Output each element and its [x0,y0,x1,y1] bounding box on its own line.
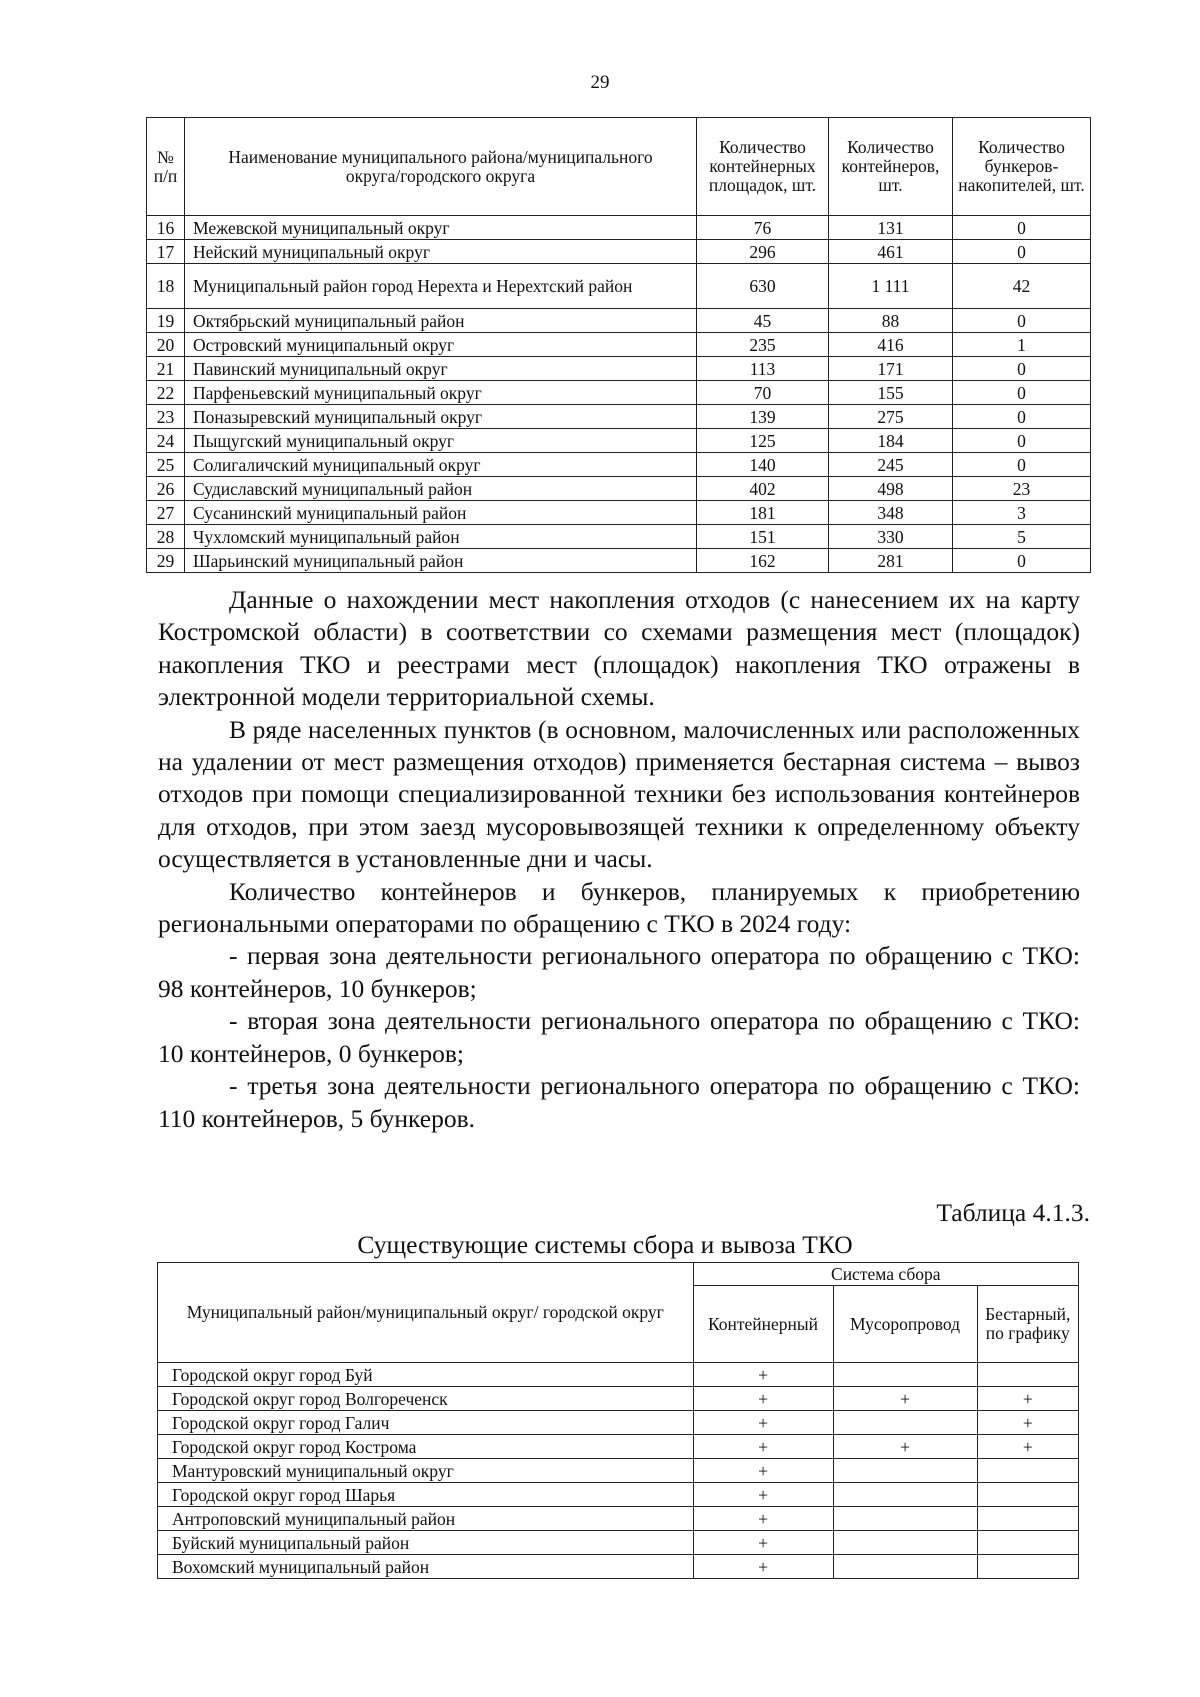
row-chute [833,1555,977,1579]
row-name: Шарьинский муниципальный район [185,549,697,573]
row-chute [833,1531,977,1555]
row-bunkers: 0 [953,453,1091,477]
row-name: Сусанинский муниципальный район [185,501,697,525]
table-row [147,549,1091,573]
row-containers: 184 [829,429,953,453]
row-municipality: Мантуровский муниципальный округ [158,1459,694,1483]
row-num: 26 [147,477,185,501]
row-name: Муниципальный район город Нерехта и Нерехтский район [185,264,697,309]
row-containers: 131 [829,216,953,240]
row-sites: 140 [697,453,829,477]
row-municipality: Антроповский муниципальный район [158,1507,694,1531]
row-sites: 151 [697,525,829,549]
row-name: Пыщугский муниципальный округ [185,429,697,453]
table-row [147,405,1091,429]
row-num: 21 [147,357,185,381]
header-sites: Количество контейнерных площадок, шт. [697,118,829,216]
row-num: 23 [147,405,185,429]
row-bunkers: 0 [953,357,1091,381]
row-containers: 330 [829,525,953,549]
collection-systems-table [157,1262,1079,1579]
table-row [147,357,1091,381]
table-row [158,1435,1079,1459]
row-bunkers: 0 [953,309,1091,333]
row-bagless: + [977,1435,1078,1459]
row-container: + [693,1411,833,1435]
row-chute [833,1507,977,1531]
table-header-row [147,118,1091,216]
row-chute [833,1483,977,1507]
row-chute: + [833,1435,977,1459]
table-row [158,1411,1079,1435]
table-caption: Таблица 4.1.3. [936,1198,1090,1227]
row-num: 29 [147,549,185,573]
row-containers: 461 [829,240,953,264]
row-name: Поназыревский муниципальный округ [185,405,697,429]
row-bunkers: 0 [953,216,1091,240]
row-num: 22 [147,381,185,405]
row-num: 25 [147,453,185,477]
table-row [147,264,1091,309]
table-row [158,1363,1079,1387]
row-bagless [977,1363,1078,1387]
table-row [158,1531,1079,1555]
table-row [147,309,1091,333]
row-num: 27 [147,501,185,525]
table-row [147,453,1091,477]
row-sites: 113 [697,357,829,381]
row-bunkers: 42 [953,264,1091,309]
row-container: + [693,1435,833,1459]
row-bunkers: 0 [953,405,1091,429]
row-sites: 181 [697,501,829,525]
table-row [147,333,1091,357]
row-num: 16 [147,216,185,240]
table-row [158,1459,1079,1483]
row-num: 20 [147,333,185,357]
row-container: + [693,1555,833,1579]
row-bagless [977,1459,1078,1483]
row-municipality: Городской округ город Галич [158,1411,694,1435]
row-sites: 630 [697,264,829,309]
table-row [147,216,1091,240]
row-containers: 498 [829,477,953,501]
row-bunkers: 23 [953,477,1091,501]
row-containers: 245 [829,453,953,477]
row-num: 19 [147,309,185,333]
row-chute [833,1411,977,1435]
row-container: + [693,1483,833,1507]
row-container: + [693,1459,833,1483]
paragraph-planned-purchase: Количество контейнеров и бункеров, планируемых к приобретению региональными операторами по обращению с ТКО в 2024 году: [158,876,1080,939]
paragraph-waste-sites: Данные о нахождении мест накопления отходов (с нанесением их на карту Костромской области) в соответствии со схемами размещения мест (площадок) накопления ТКО и реестрами мест (площадок) накопления ТКО отражены в электронной модели территориальной схемы. [158,585,1080,712]
header-container: Контейнерный [693,1286,833,1363]
header-bunkers: Количество бункеров-накопителей, шт. [953,118,1091,216]
header-name: Наименование муниципального района/муниципального округа/городского округа [185,118,697,216]
row-sites: 76 [697,216,829,240]
row-container: + [693,1387,833,1411]
table-row [147,477,1091,501]
row-name: Октябрьский муниципальный район [185,309,697,333]
row-name: Чухломский муниципальный район [185,525,697,549]
row-containers: 1 111 [829,264,953,309]
row-name: Островский муниципальный округ [185,333,697,357]
row-sites: 296 [697,240,829,264]
table-row [147,525,1091,549]
row-bagless [977,1507,1078,1531]
row-municipality: Городской округ город Волгореченск [158,1387,694,1411]
list-item-zone-3: - третья зона деятельности регионального оператора по обращению с ТКО: 110 контейнеров, 5 бункеров. [158,1071,1080,1133]
row-containers: 281 [829,549,953,573]
row-sites: 235 [697,333,829,357]
row-sites: 162 [697,549,829,573]
row-containers: 416 [829,333,953,357]
row-containers: 171 [829,357,953,381]
row-sites: 125 [697,429,829,453]
row-containers: 275 [829,405,953,429]
table-row [147,381,1091,405]
row-municipality: Городской округ город Буй [158,1363,694,1387]
row-chute [833,1363,977,1387]
row-bunkers: 3 [953,501,1091,525]
row-bunkers: 0 [953,549,1091,573]
table-row [158,1555,1079,1579]
row-name: Судиславский муниципальный район [185,477,697,501]
row-bagless [977,1483,1078,1507]
row-municipality: Городской округ город Кострома [158,1435,694,1459]
row-name: Парфеньевский муниципальный округ [185,381,697,405]
table-header-row [158,1263,1079,1286]
table-title: Существующие системы сбора и вывоза ТКО [357,1230,853,1259]
header-num: № п/п [147,118,185,216]
header-collection-system: Система сбора [693,1263,1078,1286]
row-name: Нейский муниципальный округ [185,240,697,264]
row-sites: 402 [697,477,829,501]
row-municipality: Вохомский муниципальный район [158,1555,694,1579]
row-bunkers: 0 [953,240,1091,264]
row-bunkers: 5 [953,525,1091,549]
header-bagless: Бестарный, по графику [977,1286,1078,1363]
row-municipality: Городской округ город Шарья [158,1483,694,1507]
row-bunkers: 0 [953,381,1091,405]
containers-table [146,117,1091,573]
row-bagless [977,1531,1078,1555]
row-num: 18 [147,264,185,309]
row-containers: 88 [829,309,953,333]
row-name: Павинский муниципальный округ [185,357,697,381]
body-text [158,584,1080,1135]
paragraph-bagless-system: В ряде населенных пунктов (в основном, малочисленных или расположенных на удалении от мест размещения отходов) применяется бестарная система – вывоз отходов при помощи специализированной техники без использования контейнеров для отходов, при этом заезд мусоровывозящей техники к определенному объекту осуществляется в установленные дни и часы. [158,714,1080,874]
page-number: 29 [590,72,610,93]
row-municipality: Буйский муниципальный район [158,1531,694,1555]
header-chute: Мусоропровод [833,1286,977,1363]
table-row [158,1483,1079,1507]
row-containers: 155 [829,381,953,405]
row-sites: 45 [697,309,829,333]
table-row [147,429,1091,453]
list-item-zone-2: - вторая зона деятельности регионального оператора по обращению с ТКО: 10 контейнеров, 0 бункеров; [158,1006,1080,1068]
list-item-zone-1: - первая зона деятельности регионального оператора по обращению с ТКО: 98 контейнеров, 10 бункеров; [158,941,1080,1003]
row-container: + [693,1507,833,1531]
row-chute [833,1459,977,1483]
row-container: + [693,1363,833,1387]
row-num: 24 [147,429,185,453]
table-row [158,1387,1079,1411]
row-bunkers: 1 [953,333,1091,357]
row-num: 28 [147,525,185,549]
row-name: Межевской муниципальный округ [185,216,697,240]
row-sites: 139 [697,405,829,429]
row-name: Солигаличский муниципальный округ [185,453,697,477]
row-bagless: + [977,1411,1078,1435]
row-containers: 348 [829,501,953,525]
table-row [147,240,1091,264]
header-municipality: Муниципальный район/муниципальный округ/ городской округ [158,1263,694,1363]
header-containers: Количество контейнеров, шт. [829,118,953,216]
row-bagless: + [977,1387,1078,1411]
row-container: + [693,1531,833,1555]
row-bunkers: 0 [953,429,1091,453]
row-chute: + [833,1387,977,1411]
table-row [147,501,1091,525]
row-num: 17 [147,240,185,264]
row-bagless [977,1555,1078,1579]
table-row [158,1507,1079,1531]
row-sites: 70 [697,381,829,405]
